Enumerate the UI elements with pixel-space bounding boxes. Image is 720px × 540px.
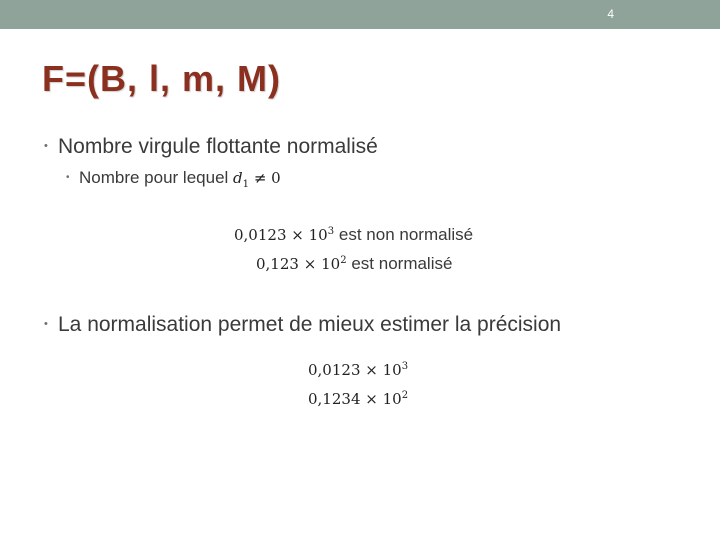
math-expression: $0,1234 \times 10^2$	[308, 390, 409, 408]
example-non-normalized	[234, 225, 473, 245]
bullet-dot: •	[44, 140, 48, 152]
slide-number: 4	[607, 7, 614, 21]
top-bar	[0, 0, 720, 29]
example-label: est normalisé	[351, 254, 453, 273]
example-precision-2	[308, 389, 408, 409]
slide-title: F=(B, l, m, M)	[42, 58, 281, 99]
sub-bullet-definition	[66, 168, 281, 190]
math-expression: $0,123 \times 10^2$	[256, 255, 347, 273]
math-expression: $0,0123 \times 10^3$	[308, 361, 409, 379]
bullet-precision	[44, 313, 562, 337]
example-precision-1	[308, 360, 408, 380]
sub-bullet-text: Nombre pour lequel	[79, 168, 229, 187]
bullet-dot: •	[44, 318, 48, 330]
example-label: est non normalisé	[338, 225, 474, 244]
bullet-text: La normalisation permet de mieux estimer la précision	[58, 313, 562, 336]
bullet-normalized-float	[44, 135, 378, 159]
math-expression: $0,0123 \times 10^3$	[234, 226, 335, 244]
bullet-dot: •	[66, 172, 70, 183]
math-expression: $d_1 \ne 0$	[233, 169, 281, 190]
bullet-text: Nombre virgule flottante normalisé	[58, 135, 378, 158]
example-normalized	[256, 254, 452, 274]
